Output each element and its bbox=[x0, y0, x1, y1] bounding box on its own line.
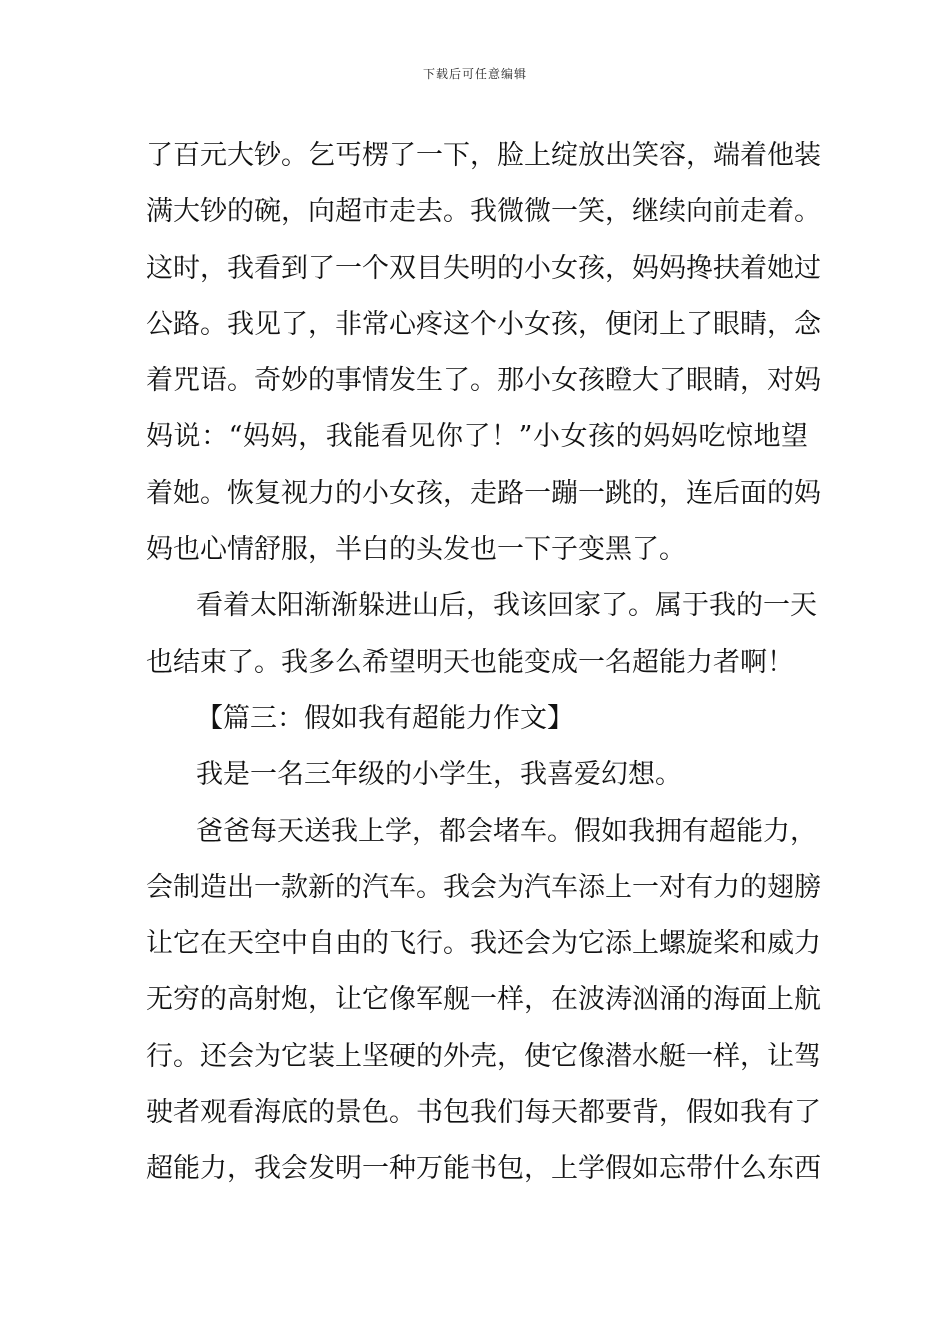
text-line: 公路。我见了，非常心疼这个小女孩，便闭上了眼睛，念 bbox=[146, 308, 821, 340]
text-line: 了百元大钞。乞丐楞了一下，脸上绽放出笑容，端着他装 bbox=[146, 140, 821, 171]
text-line: 超能力，我会发明一种万能书包，上学假如忘带什么东西 bbox=[146, 1153, 821, 1185]
text-line: 着她。恢复视力的小女孩，走路一蹦一跳的，连后面的妈 bbox=[146, 477, 821, 509]
text-line: 驶者观看海底的景色。书包我们每天都要背，假如我有了 bbox=[146, 1097, 821, 1129]
section-heading: 【篇三：假如我有超能力作文】 bbox=[196, 702, 574, 734]
text-line: 我是一名三年级的小学生，我喜爱幻想。 bbox=[196, 759, 682, 791]
text-line: 行。还会为它装上坚硬的外壳，使它像潜水艇一样，让驾 bbox=[146, 1040, 821, 1072]
text-line: 满大钞的碗，向超市走去。我微微一笑，继续向前走着。 bbox=[146, 196, 821, 228]
text-line: 妈说：“妈妈，我能看见你了！”小女孩的妈妈吃惊地望 bbox=[146, 421, 808, 453]
text-line: 无穷的高射炮，让它像军舰一样，在波涛汹涌的海面上航 bbox=[146, 984, 821, 1016]
text-line: 妈也心情舒服，半白的头发也一下子变黑了。 bbox=[146, 534, 686, 566]
text-line: 让它在天空中自由的飞行。我还会为它添上螺旋桨和威力 bbox=[146, 928, 821, 960]
text-line: 会制造出一款新的汽车。我会为汽车添上一对有力的翅膀 bbox=[146, 871, 821, 903]
text-line: 这时，我看到了一个双目失明的小女孩，妈妈搀扶着她过 bbox=[146, 252, 821, 284]
document-body bbox=[146, 128, 821, 1198]
text-line: 看着太阳渐渐躲进山后，我该回家了。属于我的一天 bbox=[196, 590, 817, 622]
text-line: 着咒语。奇妙的事情发生了。那小女孩瞪大了眼睛，对妈 bbox=[146, 365, 821, 397]
page-header: 下载后可任意编辑 bbox=[422, 67, 527, 81]
text-line: 爸爸每天送我上学，都会堵车。假如我拥有超能力， bbox=[196, 815, 817, 847]
text-line: 也结束了。我多么希望明天也能变成一名超能力者啊！ bbox=[146, 646, 794, 678]
